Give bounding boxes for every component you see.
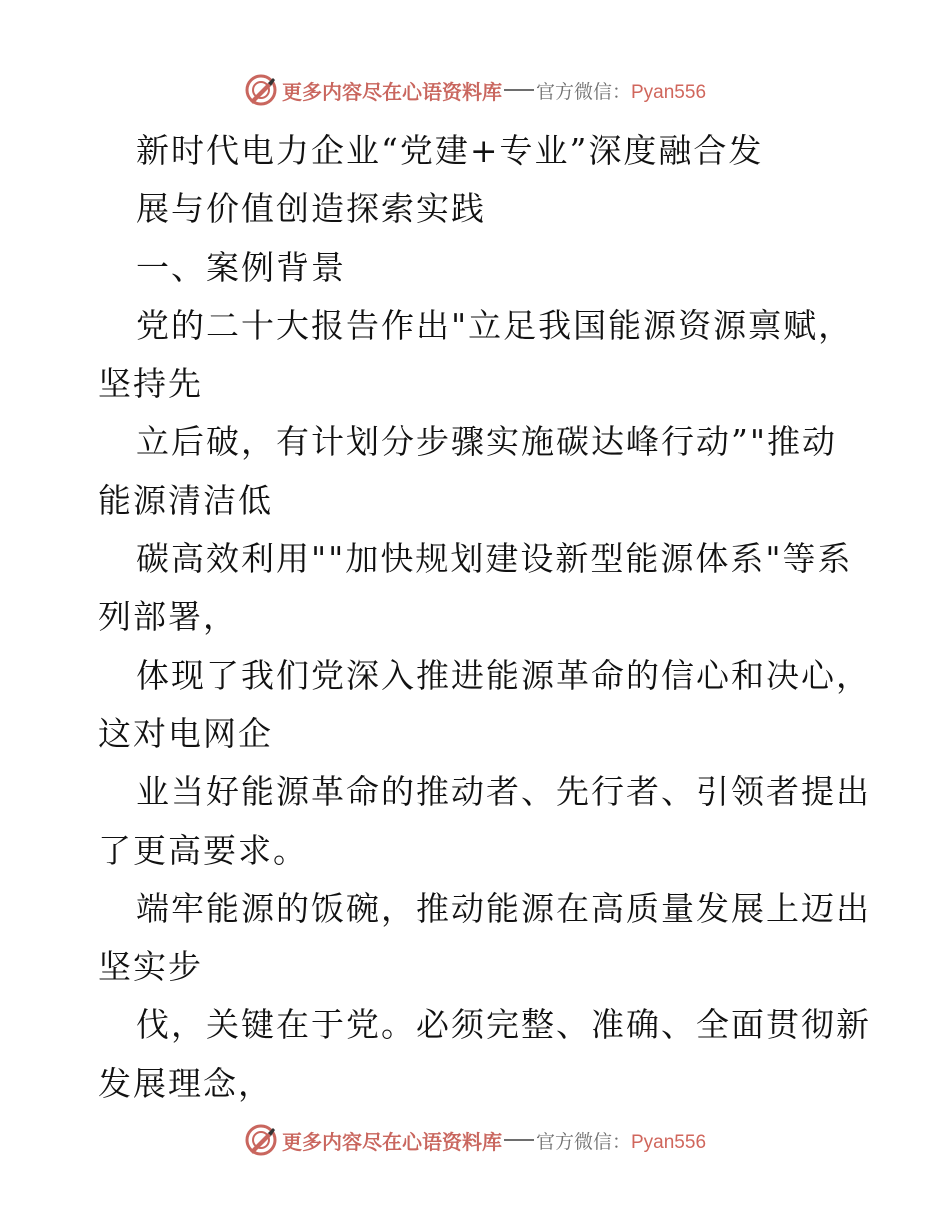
text-line: 伐，关键在于党。必须完整、准确、全面贯彻新 [136, 1005, 871, 1045]
watermark-separator [504, 1139, 534, 1141]
text-line: 坚持先 [98, 364, 203, 404]
watermark-brand-text: 更多内容尽在心语资料库 [281, 79, 502, 104]
pen-logo-icon [244, 73, 278, 107]
document-body [0, 122, 950, 1113]
watermark-wechat [536, 77, 706, 104]
text-line: 这对电网企 [98, 713, 273, 753]
watermark-wechat-label: 官方微信： [535, 1130, 631, 1153]
watermark-wechat-label: 官方微信： [535, 80, 631, 103]
watermark-wechat [536, 1127, 706, 1154]
text-line: 业当好能源革命的推动者、先行者、引领者提出 [136, 772, 871, 812]
text-line: 一、案例背景 [136, 247, 346, 287]
watermark-brand-text: 更多内容尽在心语资料库 [281, 1129, 502, 1154]
text-line: 坚实步 [98, 947, 203, 987]
text-line: 体现了我们党深入推进能源革命的信心和决心， [136, 655, 871, 695]
text-line: 新时代电力企业“党建+专业”深度融合发 [136, 131, 764, 170]
text-line: 党的二十大报告作出"立足我国能源资源禀赋， [136, 305, 854, 345]
text-line: 列部署， [98, 597, 238, 637]
text-line: 展与价值创造探索实践 [136, 189, 486, 229]
header-watermark [0, 70, 950, 110]
footer-watermark [0, 1120, 950, 1160]
text-line: 立后破，有计划分步骤实施碳达峰行动”"推动 [136, 422, 838, 462]
text-line: 端牢能源的饭碗，推动能源在高质量发展上迈出 [136, 888, 871, 928]
text-line: 发展理念， [98, 1063, 273, 1103]
text-line: 碳高效利用""加快规划建设新型能源体系"等系 [136, 539, 853, 579]
watermark-separator [504, 89, 534, 91]
pen-logo-icon [244, 1123, 278, 1157]
watermark-wechat-id: Pyan556 [631, 1131, 707, 1153]
text-line: 能源清洁低 [98, 480, 273, 520]
watermark-wechat-id: Pyan556 [631, 81, 707, 103]
text-line: 了更高要求。 [98, 830, 308, 870]
